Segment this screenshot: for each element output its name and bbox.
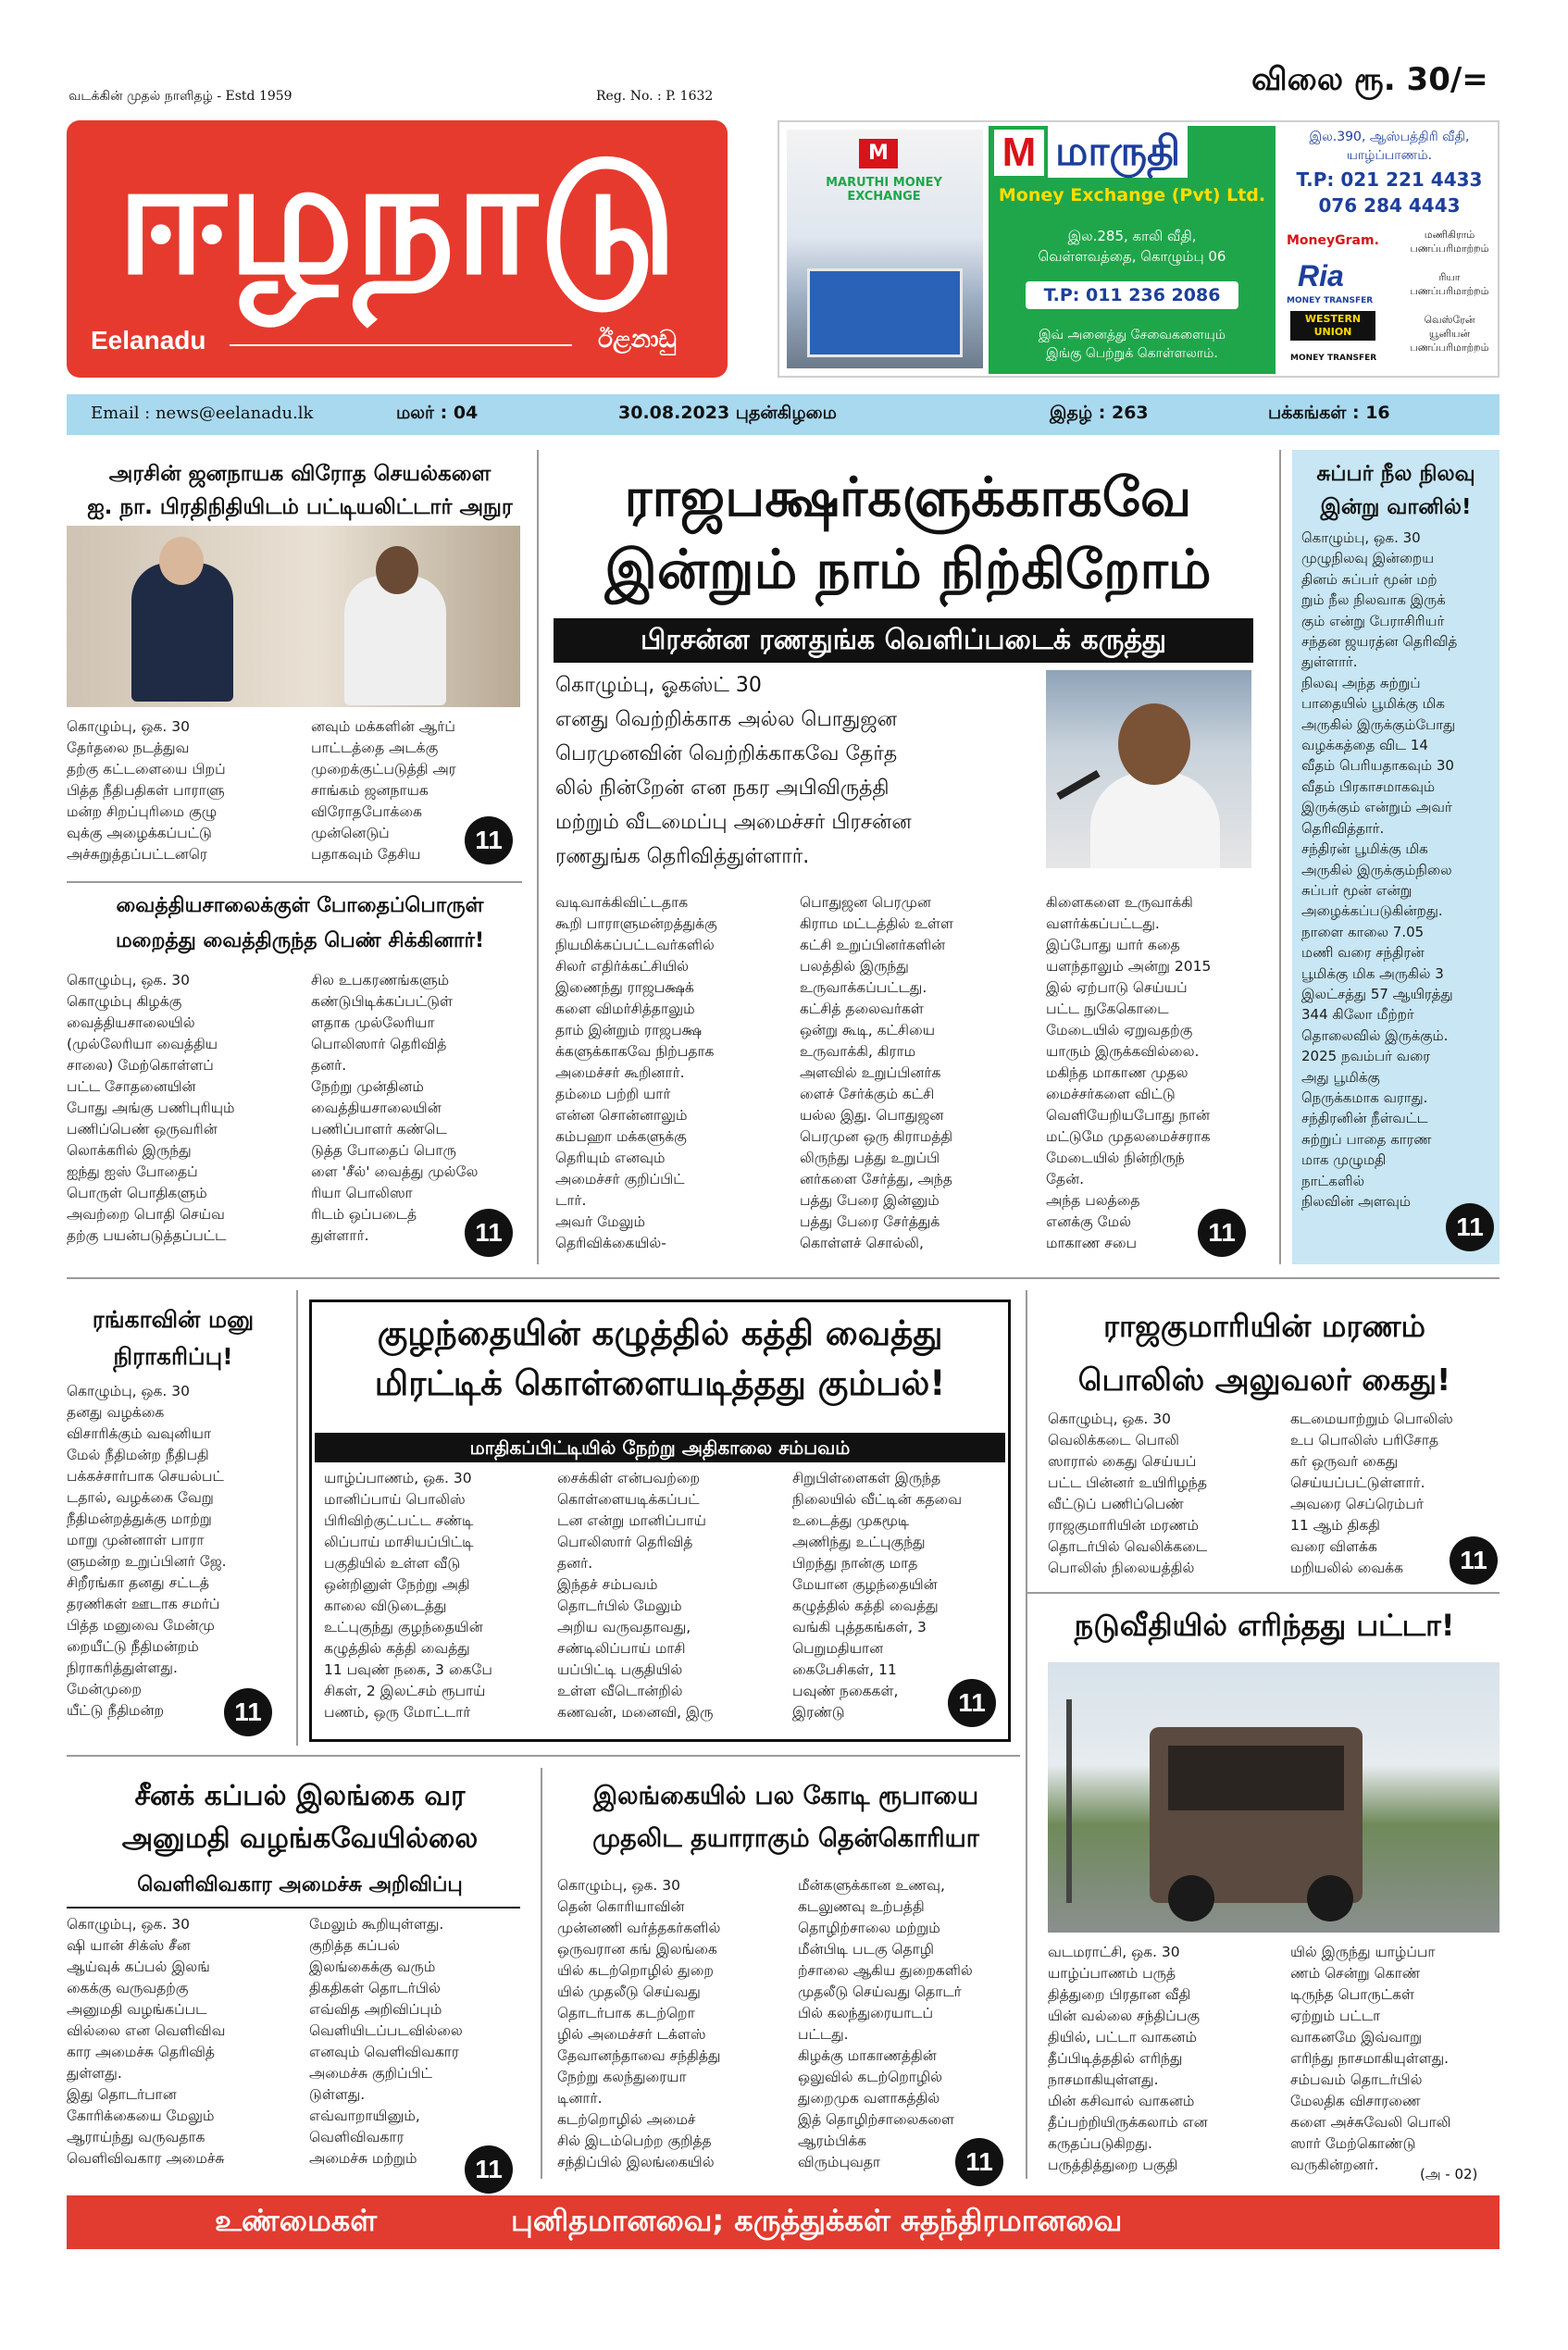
brand-english: Money Exchange (Pvt) Ltd. (998, 185, 1266, 205)
logo-english: Eelanadu (91, 326, 206, 354)
advertisement (778, 120, 1500, 378)
moneygram-logo: MoneyGram. (1287, 233, 1379, 248)
brand-m-icon: M (994, 130, 1044, 176)
main-subhead: பிரசன்ன ரணதுங்க வெளிப்படைக் கருத்து (554, 618, 1253, 663)
main-headline: ராஜபக்ஷர்களுக்காகவே இன்றும் நாம் நிற்கிறோம் (604, 466, 1212, 601)
ship-subhead-rule (67, 1907, 520, 1909)
anura-headline: அரசின் ஜனநாயக விரோத செயல்களை ஐ. நா. பிரதிநிதியிடம் பட்டியலிட்டார் அநுர (87, 462, 513, 519)
vehicle-photo (1048, 1662, 1500, 1933)
ad-address-top: இல.390, ஆஸ்பத்திரி வீதி, யாழ்ப்பாணம். (1309, 130, 1470, 163)
main-col2: பொதுஜன பெரமுன கிராம மட்டத்தில் உள்ள கட்சி உறுப்பினர்களின் பலத்தில் இருந்து உருவாக்கப்பட்டது. கட்சித் தலைவர்கள் ஒன்று கூடி, கட்சியை உருவாக்கி, கிராம அளவில் உறுப்பினர்க ளைச் சேர்க்கும் கட்சி யல்ல இது. பொதுஜன பெரமுன ஒரு கிராமத்தி லிருந்து பத்து உறுப்பி னர்களை சேர்த்து, அந்த பத்து பேரை இன்னும் பத்து பேரை சேர்த்துக் கொள்ளச் சொல்லி, (800, 894, 953, 1251)
ranga-headline: ரங்காவின் மனு நிராகரிப்பு! (92, 1306, 255, 1370)
phone-mid: T.P: 011 236 2086 (1026, 281, 1238, 309)
wu-sub: MONEY TRANSFER (1290, 354, 1377, 363)
page-ref-badge: 11 (1198, 1209, 1246, 1257)
page-ref-badge: 11 (465, 2145, 513, 2194)
ship-subhead: வெளிவிவகார அமைச்சு அறிவிப்பு (137, 1873, 463, 1896)
anura-col2: னவும் மக்களின் ஆர்ப் பாட்டத்தை அடக்கு முறைக்குட்படுத்தி அர சாங்கம் ஜனநாயக விரோதபோக்கை முன்னெடுப் பதாகவும் தேசிய (311, 718, 456, 863)
ship-col1: கொழும்பு, ஒக. 30 ஷி யான் சிக்ஸ் சீன ஆய்வுக் கப்பல் இலங் கைக்கு வருவதற்கு அனுமதி வழங்கப்பட வில்லை என வெளிவிவ கார அமைச்சு தெரிவித் துள்ளது. இது தொடர்பான கோரிக்கையை மேலும் ஆராய்ந்து வருவதாக வெளிவிவகார அமைச்சு (67, 1916, 226, 2167)
page-ref-badge: 11 (1446, 1203, 1494, 1251)
section-divider (67, 1277, 1500, 1279)
main-col3: கிளைகளை உருவாக்கி வளர்க்கப்பட்டது. இப்போது யார் கதை யளந்தாலும் அன்று 2015 இல் ஏற்பாடு செய்யப் பட்ட நுகேகொடை மேடையில் ஏறுவதற்கு யாரும் இருக்கவில்லை. மகிந்த மாகாண முதல மைச்சர்களை விட்டு வெளியேறியபோது நான் மட்டுமே முதலமைச்சராக மேடையில் நின்றிருந் தேன். அந்த பலத்தை எனக்கு மேல் மாகாண சபை (1046, 894, 1212, 1251)
address-mid: இல.285, காலி வீதி, வெள்ளவத்தை, கொழும்பு 06 (1038, 228, 1226, 265)
shop-photo (787, 130, 983, 368)
robbery-subhead: மாதிகப்பிட்டியில் நேற்று அதிகாலை சம்பவம் (315, 1433, 1005, 1462)
ad-phone-top: T.P: 021 221 4433 (1296, 168, 1483, 191)
footer-bar (67, 2195, 1500, 2249)
ad-brand-panel (989, 126, 1276, 374)
issue-date: 30.08.2023 புதன்கிழமை (618, 403, 837, 423)
vehicle-col1: வடமராட்சி, ஒக. 30 யாழ்ப்பாணம் பருத் தித்துறை பிரதான வீதி யின் வல்லை சந்திப்பகு தியில், பட்டா வாகனம் தீப்பிடித்ததில் எரிந்து நாசமாகியுள்ளது. மின் கசிவால் வாகனம் தீப்பற்றியிருக்கலாம் என கருதப்படுகிறது. பருத்தித்துறை பகுதி (1048, 1944, 1208, 2173)
logo-text: ஈழநாடு (116, 127, 678, 310)
column-rule (537, 450, 539, 1264)
moon-body: கொழும்பு, ஒக. 30 முழுநிலவு இன்றைய தினம் சுப்பர் மூன் மற் றும் நீல நிலவாக இருக் கும் என்று பேராசிரியர் சந்தன ஜயரத்ன தெரிவித் துள்ளார். நிலவு அந்த சுற்றுப் பாதையில் பூமிக்கு மிக அருகில் இருக்கும்போது வழக்கத்தை விட 14 வீதம் பெரியதாகவும் 30 வீதம் பிரகாசமாகவும் இருக்கும் என்றும் அவர் தெரிவித்தார். சந்திரன் பூமிக்கு மிக அருகில் இருக்கும்நிலை சுப்பர் மூன் என்று அழைக்கப்படுகின்றது. நாளை காலை 7.05 மணி வரை சந்திரன் பூமிக்கு மிக அருகில் 3 இலட்சத்து 57 ஆயிரத்து 344 கிலோ மீற்றர் தொலைவில் இருக்கும். 2025 நவம்பர் வரை அது பூமிக்கு நெருக்கமாக வராது. சந்திரனின் நீள்வட்ட சுற்றுப் பாதை காரண மாக முழுமதி நாட்களில் நிலவின் அளவும் (1301, 529, 1458, 1210)
shop-logo-icon: M (859, 139, 898, 168)
page-ref-badge: 11 (948, 1679, 996, 1727)
column-rule (1026, 1290, 1027, 2179)
ria-tamil: ரியா பணப்பரிமாற்றம் (1410, 271, 1489, 297)
page-ref-badge: 11 (465, 816, 513, 864)
shop-sign: MARUTHI MONEY EXCHANGE (826, 176, 942, 204)
ranga-body: கொழும்பு, ஒக. 30 தனது வழக்கை விசாரிக்கும் வவுனியா மேல் நீதிமன்ற நீதிபதி பக்கச்சார்பாக செயல்பட் டதால், வழக்கை வேறு நீதிமன்றத்துக்கு மாற்று மாறு முன்னாள் பாரா ளுமன்ற உறுப்பினர் ஜே. சிறீரங்கா தனது சட்டத் தரணிகள் ஊடாக சமர்ப் பித்த மனுவை மேன்மு றையீட்டு நீதிமன்றம் நிராகரித்துள்ளது. மேன்முறை யீட்டு நீதிமன்ற (67, 1383, 227, 1719)
ad-phone-top2: 076 284 4443 (1318, 194, 1461, 217)
robbery-col1: யாழ்ப்பாணம், ஒக. 30 மானிப்பாய் பொலிஸ் பிரிவிற்குட்பட்ட சண்டி லிப்பாய் மாசியப்பிட்டி பகுதியில் உள்ள வீடு ஒன்றினுள் நேற்று அதி காலை விடுடைத்து உட்புகுந்து குழந்தையின் கழுத்தில் கத்தி வைத்து 11 பவுண் நகை, 3 கைபே சிகள், 2 இலட்சம் ரூபாய் பணம், ஒரு மோட்டார் (324, 1470, 492, 1721)
logo-sinhala: ඊළනාඩු (598, 326, 677, 354)
main-lead: கொழும்பு, ஓகஸ்ட் 30 எனது வெற்றிக்காக அல்ல பொதுஜன பெரமுனவின் வெற்றிக்காகவே தேர்த லில் நின்றேன் என நகர அபிவிருத்தி மற்றும் வீடமைப்பு அமைச்சர் பிரசன்ன ரணதுங்க தெரிவித்துள்ளார். (555, 674, 912, 868)
moneygram-tamil: மணிகிராம் பணப்பரிமாற்றம் (1410, 229, 1489, 255)
ship-headline: சீனக் கப்பல் இலங்கை வர அனுமதி வழங்கவேயில்லை (121, 1780, 479, 1855)
issue-number: இதழ் : 263 (1050, 403, 1149, 423)
shop-front (807, 268, 963, 357)
volume: மலர் : 04 (396, 403, 479, 423)
page-ref-badge: 11 (224, 1688, 272, 1736)
ria-logo: Ria (1298, 259, 1344, 292)
moon-headline: சுப்பர் நீல நிலவு இன்று வானில்! (1316, 462, 1475, 519)
page-ref-badge: 11 (1450, 1536, 1498, 1585)
logo-rule (230, 344, 572, 346)
section-divider (67, 1755, 1020, 1757)
ria-sub: MONEY TRANSFER (1287, 296, 1374, 305)
princess-headline: ராஜகுமாரியின் மரணம் பொலிஸ் அலுவலர் கைது! (1077, 1308, 1451, 1398)
continued-marker: (அ - 02) (1420, 2166, 1478, 2182)
page-ref-badge: 11 (465, 1209, 513, 1257)
minister-photo (1046, 670, 1251, 868)
divider (67, 881, 522, 883)
column-rule (1279, 450, 1281, 1264)
footer-left: உண்மைகள் (215, 2203, 378, 2238)
korea-col2: மீன்களுக்கான உணவு, கடலுணவு உற்பத்தி தொழிற்சாலை மற்றும் மீன்பிடி படகு தொழி ற்சாலை ஆகிய துறைகளில் முதலீடு செய்வது தொடர் பில் கலந்துரையாடப் பட்டது. கிழக்கு மாகாணத்தின் ஒலுவில் கடற்றொழில் துறைமுக வளாகத்தில் இத் தொழிற்சாலைகளை ஆரம்பிக்க விரும்புவதா (798, 1877, 973, 2170)
brand-tamil: மாருதி (1048, 126, 1188, 178)
info-bar (67, 394, 1500, 435)
email: Email : news@eelanadu.lk (91, 404, 314, 423)
price-label: விலை ரூ. 30/= (1251, 61, 1488, 98)
page-count: பக்கங்கள் : 16 (1268, 403, 1390, 423)
vehicle-headline: நடுவீதியில் எரிந்தது பட்டா! (1074, 1608, 1455, 1643)
registration-number: Reg. No. : P. 1632 (596, 89, 714, 104)
wu-tamil: வெஸ்ரேன் யூனியன் பணப்பரிமாற்றம் (1410, 314, 1489, 354)
vehicle-col2: யில் இருந்து யாழ்ப்பா ணம் சென்று கொண் டிருந்த பொருட்கள் ஏற்றும் பட்டா வாகனமே இவ்வாறு எரிந்து நாசமாகியுள்ளது. சம்பவம் தொடர்பில் மேலதிக விசாரணை களை அச்சுவேலி பொலி ஸார் மேற்கொண்டு வருகின்றனர். (1290, 1944, 1451, 2173)
hospital-headline: வைத்தியசாலைக்குள் போதைப்பொருள் மறைத்து வைத்திருந்த பெண் சிக்கினார்! (115, 894, 485, 952)
divider (1027, 1592, 1500, 1594)
column-rule (296, 1290, 298, 1746)
princess-col1: கொழும்பு, ஒக. 30 வெலிக்கடை பொலி ஸாரால் கைது செய்யப் பட்ட பின்னர் உயிரிழந்த வீட்டுப் பணிப்பெண் ராஜகுமாரியின் மரணம் தொடர்பில் வெலிக்கடை பொலிஸ் நிலையத்தில் (1048, 1411, 1208, 1576)
wu-logo: WESTERN UNION (1290, 311, 1375, 341)
footer-right: புனிதமானவை; கருத்துக்கள் சுதந்திரமானவை (511, 2203, 1123, 2238)
korea-col1: கொழும்பு, ஒக. 30 தென் கொரியாவின் முன்னணி வர்த்தகர்களில் ஒருவரான கங் இலங்கை யில் கடற்றொழில் துறை யில் முதலீடு செய்வது தொடர்பாக கடற்றொ ழில் அமைச்சர் டக்ளஸ் தேவானந்தாவை சந்தித்து நேற்று கலந்துரையா டினார். கடற்றொழில் அமைச் சில் இடம்பெற்ற குறித்த சந்திப்பில் இலங்கையில் (557, 1877, 721, 2170)
robbery-headline: குழந்தையின் கழுத்தில் கத்தி வைத்து மிரட்டிக் கொள்ளையடித்தது கும்பல்! (374, 1313, 946, 1403)
anura-photo (67, 526, 520, 707)
anura-col1: கொழும்பு, ஒக. 30 தேர்தலை நடத்துவ தற்கு கட்டளையை பிறப் பித்த நீதிபதிகள் பாராளு மன்ற சிறப்புரிமை குழு வுக்கு அழைக்கப்பட்டு அச்சுறுத்தப்பட்டனரெ (67, 718, 226, 863)
main-col1: வடிவாக்கிவிட்டதாக கூறி பாராளுமன்றத்துக்கு நியமிக்கப்பட்டவர்களில் சிலர் எதிர்க்கட்சியில் இணைந்து ராஜபக்ஷக் களை விமர்சித்தாலும் தாம் இன்றும் ராஜபக்ஷ க்களுக்காகவே நிற்பதாக அமைச்சர் கூறினார். தம்மை பற்றி யார் என்ன சொன்னாலும் கம்பஹா மக்களுக்கு தெரியும் எனவும் அமைச்சர் குறிப்பிட் டார். அவர் மேலும் தெரிவிக்கையில்- (555, 894, 717, 1251)
robbery-col3: சிறுபிள்ளைகள் இருந்த நிலையில் வீட்டின் கதவை உடைத்து முகமூடி அணிந்து உட்புகுந்து பிறந்து நான்கு மாத மேயான குழந்தையின் கழுத்தில் கத்தி வைத்து வங்கி புத்தகங்கள், 3 பெறுமதியான கைபேசிகள், 11 பவுண் நகைகள், இரண்டு (792, 1470, 963, 1721)
masthead-tagline: வடக்கின் முதல் நாளிதழ் - Estd 1959 (68, 89, 292, 104)
korea-headline: இலங்கையில் பல கோடி ரூபாயை முதலிட தயாராகும் தென்கொரியா (592, 1782, 979, 1853)
hospital-col1: கொழும்பு, ஒக. 30 கொழும்பு கிழக்கு வைத்தியசாலையில் (முல்லேரியா வைத்திய சாலை) மேற்கொள்ளப் பட்ட சோதனையின் போது அங்கு பணிபுரியும் பணிப்பெண் ஒருவரின் லொக்கரில் இருந்து ஐந்து ஐஸ் போதைப் பொருள் பொதிகளும் அவற்றை பொதி செய்வ தற்கு பயன்படுத்தப்பட்ட (67, 972, 235, 1244)
ship-col2: மேலும் கூறியுள்ளது. குறித்த கப்பல் இலங்கைக்கு வரும் திகதிகள் தொடர்பில் எவ்வித அறிவிப்பும் வெளியிடப்படவில்லை எனவும் வெளிவிவகார அமைச்சு குறிப்பிட் டுள்ளது. எவ்வாறாயினும், வெளிவிவகார அமைச்சு மற்றும் (309, 1916, 463, 2167)
services-note: இவ் அனைத்து சேவைகளையும் இங்கு பெற்றுக் கொள்ளலாம். (1038, 328, 1226, 361)
column-rule (541, 1768, 542, 2179)
masthead-logo (67, 120, 728, 378)
princess-col2: கடமையாற்றும் பொலிஸ் உப பொலிஸ் பரிசோத கர் ஒருவர் கைது செய்யப்பட்டுள்ளார். அவரை செப்ரெம்பர் 11 ஆம் திகதி வரை விளக்க மறியலில் வைக்க (1290, 1411, 1453, 1576)
robbery-col2: சைக்கிள் என்பவற்றை கொள்ளையடிக்கப்பட் டன என்று மானிப்பாய் பொலிஸார் தெரிவித் தனர். இந்தச் சம்பவம் தொடர்பில் மேலும் அறிய வருவதாவது, சண்டிலிப்பாய் மாசி யப்பிட்டி பகுதியில் உள்ள வீடொன்றில் கணவன், மனைவி, இரு (557, 1470, 714, 1721)
hospital-col2: சில உபகரணங்களும் கண்டுபிடிக்கப்பட்டுள் ளதாக முல்லேரியா பொலிஸார் தெரிவித் தனர். நேற்று முன்தினம் வைத்தியசாலையின் பணிப்பாளர் கண்டெ டுத்த போதைப் பொரு ளை 'சீல்' வைத்து முல்லே ரியா பொலிஸா ரிடம் ஒப்படைத் துள்ளார். (311, 972, 479, 1244)
page-ref-badge: 11 (955, 2138, 1003, 2186)
